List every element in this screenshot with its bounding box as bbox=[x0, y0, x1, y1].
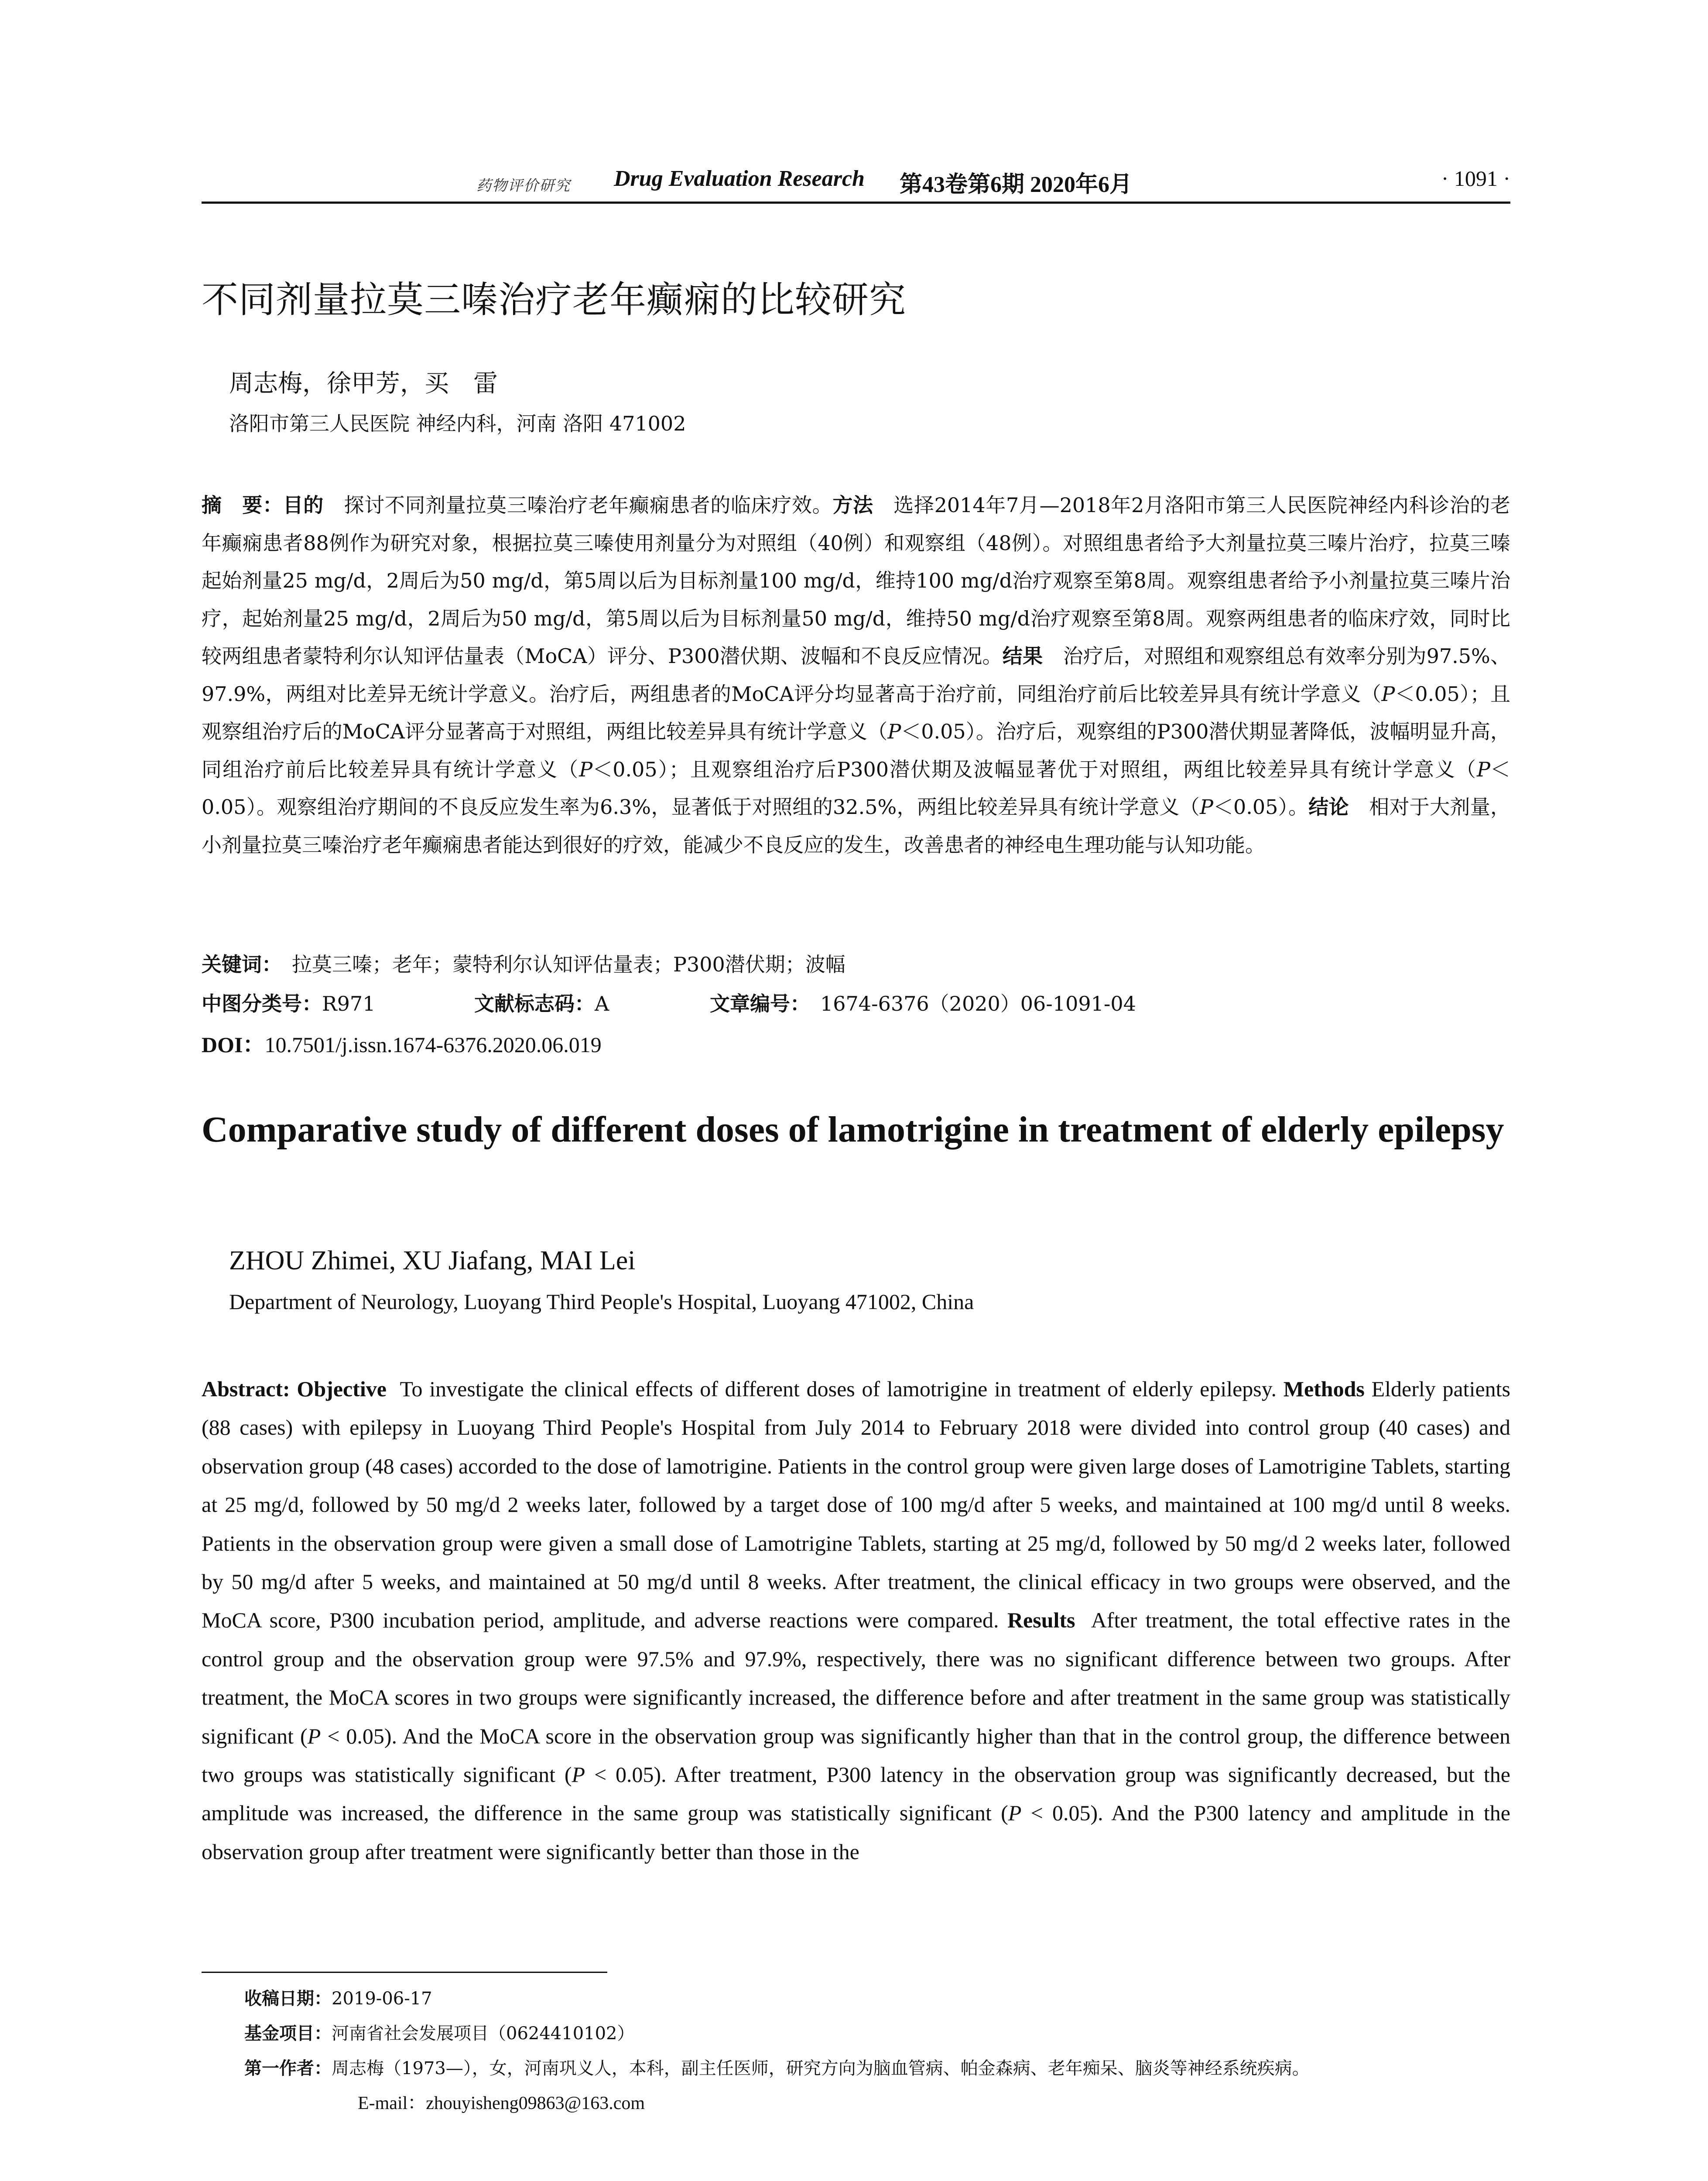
doi-label: DOI： bbox=[202, 1032, 265, 1057]
cn-results-part: ＜0.05）。 bbox=[1213, 795, 1309, 819]
p-symbol: P bbox=[1477, 757, 1490, 781]
cn-conclusion: 相对于大剂量，小剂量拉莫三嗪治疗老年癫痫患者能达到很好的疗效，能减少不良反应的发生，改善患者的神经电生理功能与认知功能。 bbox=[202, 795, 1511, 857]
cn-authors: 周志梅，徐甲芳，买 雷 bbox=[229, 369, 498, 398]
cn-results-part: ＜0.05）；且观察组治疗后的MoCA评分显著高于对照组，两组比较差异具有统计学意义（ bbox=[202, 682, 1511, 743]
received-date: 2019-06-17 bbox=[332, 1989, 432, 2009]
cn-affiliation: 洛阳市第三人民医院 神经内科，河南 洛阳 471002 bbox=[229, 412, 686, 435]
cn-keywords bbox=[202, 949, 845, 978]
footnote-rule bbox=[202, 1972, 607, 1973]
cn-objective-label: 目的 bbox=[283, 493, 324, 517]
cn-results-part: ＜0.05）。治疗后，观察组的P300潜伏期显著降低，波幅明显升高，同组治疗前后比较差异具有统计学意义（ bbox=[202, 720, 1510, 781]
en-objective: To investigate the clinical effects of different doses of lamotrigine in treatment of elderly epilepsy. bbox=[400, 1377, 1277, 1401]
header-rule bbox=[202, 202, 1510, 204]
cn-conclusion-label: 结论 bbox=[1308, 795, 1349, 819]
cn-results-part: ＜0.05）；且观察组治疗后P300潜伏期及波幅显著优于对照组，两组比较差异具有统计学意义（ bbox=[592, 757, 1477, 781]
en-results-part: After treatment, the total effective rates in the control group and the observation group were 97.5% and 97.9%, respectively, there was no significant difference between two groups. After treatment, the MoCA scores in two groups were significantly increased, the difference before and after treatment in the same group was statistically significant ( bbox=[202, 1608, 1510, 1748]
doccode-label: 文献标志码： bbox=[474, 992, 595, 1015]
en-results-part: < 0.05). And the P300 latency and amplitude in the observation group after treatment were significantly better than those in the bbox=[202, 1801, 1510, 1864]
en-methods-label: Methods bbox=[1283, 1377, 1365, 1401]
en-abstract-label: Abstract: Objective bbox=[202, 1377, 387, 1401]
cn-results-label: 结果 bbox=[1002, 644, 1043, 668]
p-symbol: P bbox=[887, 720, 901, 743]
en-results-part: < 0.05). After treatment, P300 latency in the observation group was significantly decreased, but the amplitude was increased, the difference in the same group was statistically significant ( bbox=[202, 1762, 1510, 1825]
cn-methods-label: 方法 bbox=[832, 493, 873, 517]
issue-info: 第43卷第6期 2020年6月 bbox=[900, 172, 1133, 197]
footnote-received bbox=[244, 1985, 432, 2010]
first-author-label: 第一作者： bbox=[244, 2058, 332, 2078]
article-number-value: 1674-6376（2020）06-1091-04 bbox=[820, 992, 1136, 1015]
p-symbol: P bbox=[1381, 682, 1395, 706]
clc-label: 中图分类号： bbox=[202, 992, 322, 1015]
keywords-text: 拉莫三嗪；老年；蒙特利尔认知评估量表；P300潜伏期；波幅 bbox=[292, 953, 845, 976]
running-header bbox=[202, 166, 1510, 201]
page-number: · 1091 · bbox=[1441, 166, 1510, 191]
fund-label: 基金项目： bbox=[244, 2024, 332, 2044]
cn-objective: 探讨不同剂量拉莫三嗪治疗老年癫痫患者的临床疗效。 bbox=[344, 493, 833, 517]
doccode-item bbox=[474, 988, 609, 1017]
p-symbol: P bbox=[1008, 1801, 1022, 1825]
en-affiliation: Department of Neurology, Luoyang Third People's Hospital, Luoyang 471002, China bbox=[229, 1289, 974, 1314]
cn-title: 不同剂量拉莫三嗪治疗老年癫痫的比较研究 bbox=[202, 278, 907, 321]
doccode-value: A bbox=[595, 992, 609, 1015]
p-symbol: P bbox=[1200, 795, 1213, 819]
en-title: Comparative study of different doses of lamotrigine in treatment of elderly epilepsy bbox=[202, 1109, 1504, 1150]
cn-abstract-label: 摘 要： bbox=[202, 493, 283, 517]
journal-logo: 药物评价研究 bbox=[476, 177, 571, 195]
en-methods: Elderly patients (88 cases) with epilepsy in Luoyang Third People's Hospital from July 2014 to February 2018 were divided into control group (40 cases) and observation group (48 cases) accorded to the dose of lamotrigine. Patients in the control group were given large doses of Lamotrigine Tablets, starting at 25 mg/d, followed by 50 mg/d 2 weeks later, followed by a target dose of 100 mg/d after 5 weeks, and maintained at 100 mg/d until 8 weeks. Patients in the observation group were given a small dose of Lamotrigine Tablets, starting at 25 mg/d, followed by 50 mg/d 2 weeks later, followed by 50 mg/d after 5 weeks, and maintained at 50 mg/d until 8 weeks. After treatment, the clinical efficacy in two groups were observed, and the MoCA score, P300 incubation period, amplitude, and adverse reactions were compared. bbox=[202, 1377, 1511, 1633]
p-symbol: P bbox=[579, 757, 593, 781]
received-label: 收稿日期： bbox=[244, 1989, 332, 2009]
journal-name: Drug Evaluation Research bbox=[614, 166, 865, 191]
en-authors: ZHOU Zhimei, XU Jiafang, MAI Lei bbox=[229, 1246, 636, 1275]
footnote-first-author bbox=[244, 2055, 1310, 2079]
p-symbol: P bbox=[307, 1723, 321, 1748]
footnote-fund bbox=[244, 2020, 635, 2044]
clc-value: R971 bbox=[322, 992, 376, 1015]
p-symbol: P bbox=[572, 1762, 585, 1787]
en-results-part: < 0.05). And the MoCA score in the observation group was significantly higher than that in the control group, the difference between two groups was statistically significant ( bbox=[202, 1723, 1510, 1787]
doi-link[interactable]: 10.7501/j.issn.1674-6376.2020.06.019 bbox=[264, 1032, 602, 1057]
fund-text: 河南省社会发展项目（0624410102） bbox=[332, 2024, 635, 2044]
cn-abstract bbox=[202, 486, 1510, 864]
classification-row bbox=[202, 988, 1510, 1019]
doi bbox=[202, 1027, 602, 1059]
keywords-label: 关键词： bbox=[202, 953, 272, 976]
first-author-text: 周志梅（1973—），女，河南巩义人，本科，副主任医师，研究方向为脑血管病、帕金森病、老年痴呆、脑炎等神经系统疾病。 bbox=[332, 2058, 1310, 2078]
article-number-label: 文章编号： bbox=[710, 992, 800, 1015]
article-number-item bbox=[710, 988, 1136, 1017]
en-abstract bbox=[202, 1370, 1510, 1871]
cn-methods: 选择2014年7月—2018年2月洛阳市第三人民医院神经内科诊治的老年癫痫患者88例作为研究对象，根据拉莫三嗪使用剂量分为对照组（40例）和观察组（48例）。对照组患者给予大剂量拉莫三嗪片治疗，拉莫三嗪起始剂量25 mg/d，2周后为50 mg/d，第5周以后为目标剂量100 mg/d，维持100 mg/d治疗观察至第8周。观察组患者给予小剂量拉莫三嗪片治疗，起始剂量25 mg/d，2周后为50 mg/d，第5周以后为目标剂量50 mg/d，维持50 mg/d治疗观察至第8周。观察两组患者的临床疗效，同时比较两组患者蒙特利尔认知评估量表（MoCA）评分、P300潜伏期、波幅和不良反应情况。 bbox=[202, 493, 1511, 668]
author-email[interactable]: E-mail：zhouyisheng09863@163.com bbox=[358, 2093, 645, 2113]
cn-results-part: ＜0.05）。观察组治疗期间的不良反应发生率为6.3%，显著低于对照组的32.5%，两组比较差异具有统计学意义（ bbox=[202, 757, 1510, 819]
cn-results-part: 治疗后，对照组和观察组总有效率分别为97.5%、97.9%，两组对比差异无统计学意义。治疗后，两组患者的MoCA评分均显著高于治疗前，同组治疗前后比较差异具有统计学意义（ bbox=[202, 644, 1511, 706]
en-results-label: Results bbox=[1007, 1608, 1075, 1633]
clc-item bbox=[202, 988, 375, 1017]
